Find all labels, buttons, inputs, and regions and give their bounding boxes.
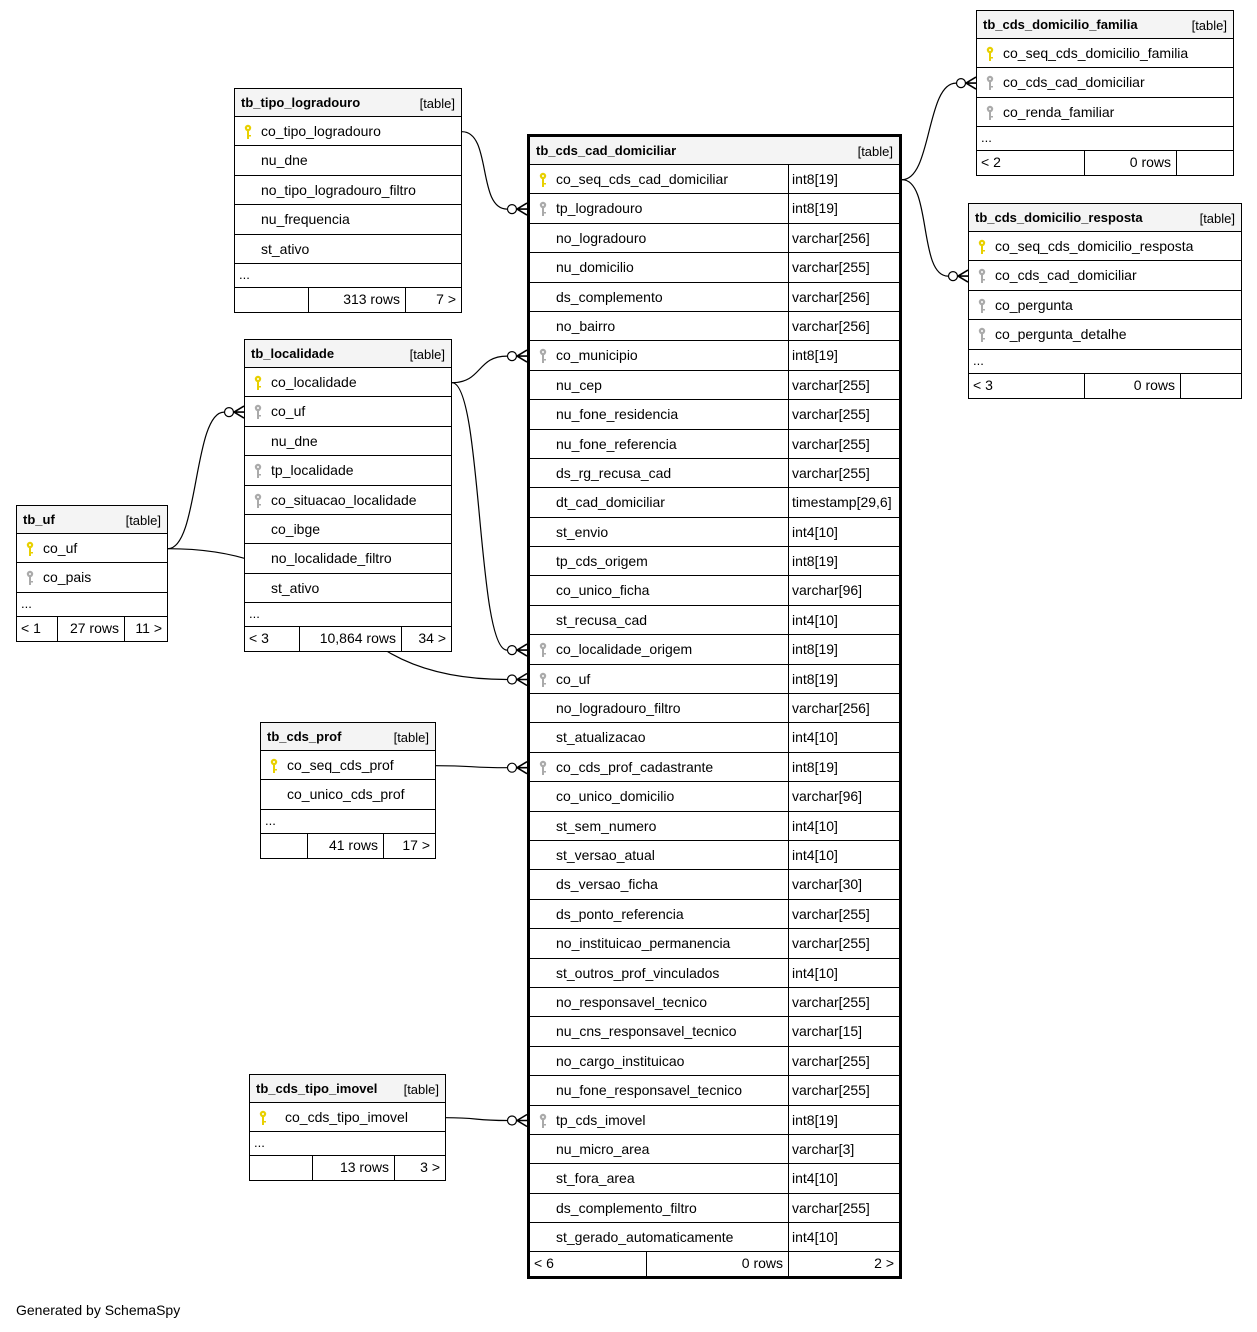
relationship-line	[452, 356, 507, 383]
column-name: tp_logradouro	[556, 200, 643, 217]
row-count-cell	[307, 834, 383, 858]
column-row	[530, 224, 899, 253]
column-name: co_renda_familiar	[1003, 103, 1115, 120]
relationship-line	[446, 1118, 507, 1121]
primary-key-icon	[985, 46, 995, 62]
row-count: 0 rows	[1129, 154, 1171, 171]
children-count-cell[interactable]	[401, 627, 451, 651]
column-name: co_tipo_logradouro	[261, 123, 381, 139]
column-name: no_instituicao_permanencia	[556, 935, 731, 952]
column-type: int4[10]	[792, 964, 838, 981]
column-row	[17, 534, 167, 563]
table-footer	[977, 151, 1233, 175]
column-name: nu_fone_responsavel_tecnico	[556, 1082, 743, 1099]
column-type: varchar[255]	[792, 1052, 870, 1069]
column-type: varchar[255]	[792, 435, 870, 452]
column-row	[969, 320, 1241, 349]
table-tb-cds-tipo-imovel	[249, 1074, 446, 1181]
column-name: ds_complemento_filtro	[556, 1199, 697, 1216]
ellipsis: ...	[254, 1135, 265, 1151]
table-tb-cds-cad-domiciliar	[527, 134, 902, 1279]
column-row	[530, 723, 899, 752]
column-name: ds_rg_recusa_cad	[556, 464, 672, 481]
children-count: 34 >	[418, 630, 446, 647]
column-row	[977, 68, 1233, 97]
column-type: varchar[255]	[792, 259, 870, 276]
column-row	[530, 576, 899, 605]
table-type-label: [table]	[1199, 211, 1235, 226]
column-row	[977, 98, 1233, 127]
foreign-key-icon	[985, 105, 995, 121]
relationship-line	[168, 412, 224, 549]
column-name: co_unico_domicilio	[556, 788, 675, 805]
foreign-key-icon	[538, 672, 548, 688]
more-columns-row	[17, 593, 167, 617]
column-row	[530, 1047, 899, 1076]
column-row	[530, 165, 899, 194]
crows-foot-marker	[508, 203, 528, 215]
column-name: nu_micro_area	[556, 1140, 650, 1157]
table-header	[977, 11, 1233, 39]
column-row	[235, 235, 461, 264]
table-footer	[530, 1252, 899, 1276]
foreign-key-icon	[977, 268, 987, 284]
column-name: co_localidade_origem	[556, 641, 693, 658]
column-name: co_localidade	[271, 374, 357, 390]
row-count: 0 rows	[1133, 376, 1175, 393]
table-header	[17, 506, 167, 534]
table-header	[235, 89, 461, 117]
table-type-label: [table]	[393, 730, 429, 745]
column-name: no_logradouro_filtro	[556, 700, 681, 717]
column-row	[530, 782, 899, 811]
column-type: int8[19]	[792, 553, 838, 570]
children-count-cell[interactable]	[124, 617, 167, 641]
foreign-key-icon	[985, 75, 995, 91]
column-name: co_cds_cad_domiciliar	[1003, 74, 1145, 91]
column-name: nu_dne	[271, 432, 318, 449]
parents-count-cell[interactable]	[530, 1252, 646, 1276]
more-columns-row	[261, 810, 435, 834]
column-type: varchar[256]	[792, 229, 870, 246]
foreign-key-icon	[538, 201, 548, 217]
column-name: co_seq_cds_cad_domiciliar	[556, 171, 728, 187]
table-footer	[261, 834, 435, 858]
column-type: varchar[255]	[792, 993, 870, 1010]
column-name: co_seq_cds_domicilio_resposta	[995, 238, 1194, 254]
children-count-cell[interactable]	[788, 1252, 899, 1276]
column-name: co_unico_cds_prof	[287, 786, 405, 803]
table-type-label: [table]	[409, 347, 445, 362]
relationship-line	[902, 83, 956, 180]
column-type: varchar[255]	[792, 935, 870, 952]
column-row	[530, 430, 899, 459]
children-count-cell[interactable]	[405, 288, 461, 312]
table-header	[530, 137, 899, 165]
parents-count: < 6	[534, 1255, 554, 1272]
relationship-line	[902, 180, 948, 276]
children-count-cell[interactable]	[1176, 151, 1233, 175]
table-name: tb_tipo_logradouro	[241, 95, 361, 110]
table-name: tb_cds_cad_domiciliar	[536, 143, 677, 158]
column-name: co_situacao_localidade	[271, 491, 417, 508]
parents-count-cell[interactable]	[17, 617, 57, 641]
column-name: no_tipo_logradouro_filtro	[261, 181, 416, 198]
row-count: 0 rows	[741, 1255, 783, 1272]
more-columns-row	[245, 603, 451, 627]
relationship-line	[452, 383, 507, 650]
column-name: co_ibge	[271, 520, 321, 537]
parents-count: < 3	[973, 376, 993, 393]
table-name: tb_cds_tipo_imovel	[256, 1081, 378, 1096]
column-type: int4[10]	[792, 523, 838, 540]
children-count-cell[interactable]	[383, 834, 435, 858]
column-type: int8[19]	[792, 171, 838, 187]
column-type: varchar[30]	[792, 876, 863, 893]
column-row	[530, 1135, 899, 1164]
column-name: co_seq_cds_prof	[287, 757, 394, 773]
column-name: ds_versao_ficha	[556, 876, 658, 893]
crows-foot-marker	[957, 77, 977, 89]
column-row	[245, 515, 451, 544]
primary-key-icon	[258, 1110, 268, 1126]
children-count: 11 >	[135, 619, 162, 636]
foreign-key-icon	[538, 348, 548, 364]
primary-key-icon	[253, 375, 263, 391]
column-name: no_logradouro	[556, 229, 647, 246]
column-name: ds_complemento	[556, 288, 663, 305]
column-row	[245, 397, 451, 426]
ellipsis: ...	[249, 606, 260, 622]
table-name: tb_localidade	[251, 346, 335, 361]
column-type: varchar[255]	[792, 464, 870, 481]
table-footer	[250, 1156, 445, 1180]
column-row	[530, 341, 899, 370]
column-row	[969, 291, 1241, 320]
foreign-key-icon	[538, 1113, 548, 1129]
parents-count: < 3	[249, 630, 269, 647]
column-row	[530, 488, 899, 517]
table-footer	[245, 627, 451, 651]
column-name: nu_fone_referencia	[556, 435, 677, 452]
table-tb-tipo-logradouro	[234, 88, 462, 313]
table-header	[250, 1075, 445, 1103]
column-row	[530, 371, 899, 400]
column-row	[235, 176, 461, 205]
parents-count: < 2	[981, 154, 1001, 171]
row-count: 10,864 rows	[319, 630, 396, 647]
column-row	[235, 205, 461, 234]
column-row	[530, 253, 899, 282]
table-header	[969, 204, 1241, 232]
column-name: no_bairro	[556, 317, 616, 334]
primary-key-icon	[25, 541, 35, 557]
column-row	[245, 368, 451, 397]
crows-foot-marker	[508, 350, 528, 362]
column-row	[530, 547, 899, 576]
parents-count-cell[interactable]	[969, 374, 1084, 398]
column-type: int8[19]	[792, 670, 838, 687]
row-count-cell	[1084, 151, 1176, 175]
row-count: 13 rows	[339, 1159, 389, 1176]
column-row	[235, 146, 461, 175]
column-name: co_cds_prof_cadastrante	[556, 758, 714, 775]
column-row	[530, 665, 899, 694]
table-name: tb_cds_domicilio_familia	[983, 17, 1138, 32]
table-header	[261, 723, 435, 751]
parents-count-cell[interactable]	[250, 1156, 312, 1180]
relationship-line	[436, 766, 507, 768]
row-count: 313 rows	[343, 290, 400, 307]
column-row	[245, 574, 451, 603]
table-type-label: [table]	[125, 513, 161, 528]
table-tb-cds-domicilio-familia	[976, 10, 1234, 176]
children-count-cell[interactable]	[1180, 374, 1241, 398]
column-type: int4[10]	[792, 1170, 838, 1187]
column-name: tp_cds_origem	[556, 553, 648, 570]
parents-count-cell[interactable]	[235, 288, 308, 312]
column-type: int4[10]	[792, 846, 838, 863]
column-row	[530, 753, 899, 782]
column-type: int4[10]	[792, 1229, 838, 1246]
table-type-label: [table]	[403, 1082, 439, 1097]
more-columns-row	[235, 264, 461, 288]
column-name: nu_cns_responsavel_tecnico	[556, 1023, 737, 1040]
crows-foot-marker	[225, 406, 245, 418]
table-type-label: [table]	[857, 144, 893, 159]
children-count: 3 >	[420, 1159, 440, 1176]
crows-foot-marker	[508, 674, 528, 686]
foreign-key-icon	[253, 493, 263, 509]
column-type: int4[10]	[792, 817, 838, 834]
column-name: no_cargo_instituicao	[556, 1052, 685, 1069]
primary-key-icon	[538, 172, 548, 188]
column-name: co_uf	[556, 670, 591, 687]
column-row	[530, 459, 899, 488]
column-row	[530, 194, 899, 223]
foreign-key-icon	[538, 642, 548, 658]
column-row	[245, 456, 451, 485]
column-type: varchar[255]	[792, 1082, 870, 1099]
column-row	[245, 486, 451, 515]
column-name: no_localidade_filtro	[271, 550, 392, 567]
row-count-cell	[57, 617, 124, 641]
column-name: co_uf	[43, 540, 78, 556]
column-row	[530, 283, 899, 312]
column-name: nu_dne	[261, 152, 308, 169]
column-row	[530, 312, 899, 341]
column-name: ds_ponto_referencia	[556, 905, 684, 922]
primary-key-icon	[269, 758, 279, 774]
column-row	[261, 751, 435, 780]
ellipsis: ...	[973, 352, 984, 368]
column-type: varchar[255]	[792, 406, 870, 423]
crows-foot-marker	[508, 644, 528, 656]
column-type: varchar[256]	[792, 288, 870, 305]
column-name: co_seq_cds_domicilio_familia	[1003, 45, 1189, 61]
column-row	[245, 427, 451, 456]
row-count-cell	[646, 1252, 788, 1276]
column-name: st_fora_area	[556, 1170, 635, 1187]
children-count: 17 >	[402, 836, 430, 853]
column-name: nu_frequencia	[261, 211, 350, 228]
column-row	[977, 39, 1233, 68]
column-row	[530, 400, 899, 429]
column-row	[530, 870, 899, 899]
more-columns-row	[250, 1132, 445, 1156]
table-header	[245, 340, 451, 368]
column-name: co_cds_cad_domiciliar	[995, 267, 1137, 284]
foreign-key-icon	[538, 760, 548, 776]
column-row	[530, 1164, 899, 1193]
crows-foot-marker	[949, 270, 969, 282]
table-footer	[969, 374, 1241, 398]
crows-foot-marker	[508, 1115, 528, 1127]
column-name: st_recusa_cad	[556, 611, 648, 628]
column-name: nu_fone_residencia	[556, 406, 679, 423]
column-type: varchar[255]	[792, 1199, 870, 1216]
column-name: co_cds_tipo_imovel	[285, 1109, 408, 1125]
column-row	[250, 1103, 445, 1132]
column-type: varchar[96]	[792, 788, 863, 805]
foreign-key-icon	[253, 404, 263, 420]
column-type: int8[19]	[792, 758, 838, 775]
ellipsis: ...	[981, 130, 992, 146]
column-row	[530, 606, 899, 635]
generated-by-note: Generated by SchemaSpy	[16, 1302, 181, 1318]
column-row	[530, 841, 899, 870]
column-type: int4[10]	[792, 729, 838, 746]
column-type: varchar[255]	[792, 905, 870, 922]
column-name: nu_cep	[556, 376, 602, 393]
column-type: varchar[256]	[792, 700, 870, 717]
table-footer	[235, 288, 461, 312]
row-count-cell	[1084, 374, 1180, 398]
column-type: timestamp[29,6]	[792, 494, 892, 511]
table-tb-uf	[16, 505, 168, 642]
foreign-key-icon	[253, 463, 263, 479]
foreign-key-icon	[977, 298, 987, 314]
column-type: varchar[96]	[792, 582, 863, 599]
column-name: st_ativo	[261, 240, 310, 257]
table-name: tb_uf	[23, 512, 55, 527]
table-name: tb_cds_domicilio_resposta	[975, 210, 1143, 225]
column-row	[530, 959, 899, 988]
parents-count-cell[interactable]	[245, 627, 299, 651]
column-name: tp_localidade	[271, 462, 354, 479]
column-type: int4[10]	[792, 611, 838, 628]
column-name: st_versao_atual	[556, 846, 655, 863]
column-name: co_uf	[271, 403, 306, 420]
column-type: varchar[255]	[792, 376, 870, 393]
column-type: varchar[15]	[792, 1023, 863, 1040]
column-row	[530, 812, 899, 841]
column-name: co_pais	[43, 569, 92, 586]
children-count: 2 >	[874, 1255, 894, 1272]
table-tb-cds-prof	[260, 722, 436, 859]
row-count-cell	[308, 288, 405, 312]
parents-count-cell[interactable]	[261, 834, 307, 858]
ellipsis: ...	[265, 812, 276, 828]
column-name: dt_cad_domiciliar	[556, 494, 665, 511]
column-row	[530, 635, 899, 664]
column-row	[530, 1194, 899, 1223]
ellipsis: ...	[21, 595, 32, 611]
column-type: int8[19]	[792, 347, 838, 364]
column-name: st_outros_prof_vinculados	[556, 964, 720, 981]
column-row	[530, 1106, 899, 1135]
column-row	[530, 694, 899, 723]
column-name: tp_cds_imovel	[556, 1111, 646, 1128]
row-count: 27 rows	[69, 619, 119, 636]
foreign-key-icon	[977, 327, 987, 343]
row-count: 41 rows	[328, 836, 378, 853]
column-row	[969, 261, 1241, 290]
column-name: nu_domicilio	[556, 259, 634, 276]
column-row	[530, 1076, 899, 1105]
crows-foot-marker	[508, 762, 528, 774]
children-count-cell[interactable]	[394, 1156, 445, 1180]
column-name: st_gerado_automaticamente	[556, 1229, 734, 1246]
more-columns-row	[977, 127, 1233, 151]
column-type: int8[19]	[792, 200, 838, 217]
parents-count: < 1	[21, 619, 41, 636]
column-name: no_responsavel_tecnico	[556, 993, 707, 1010]
parents-count-cell[interactable]	[977, 151, 1084, 175]
column-row	[969, 232, 1241, 261]
table-type-label: [table]	[419, 96, 455, 111]
ellipsis: ...	[239, 266, 250, 282]
table-tb-cds-domicilio-resposta	[968, 203, 1242, 399]
table-name: tb_cds_prof	[267, 729, 342, 744]
column-name: st_atualizacao	[556, 729, 646, 746]
row-count-cell	[312, 1156, 394, 1180]
row-count-cell	[299, 627, 401, 651]
column-row	[530, 929, 899, 958]
column-name: st_sem_numero	[556, 817, 657, 834]
column-row	[530, 900, 899, 929]
relationship-line	[462, 132, 507, 209]
column-name: st_envio	[556, 523, 609, 540]
column-row	[530, 988, 899, 1017]
column-name: co_unico_ficha	[556, 582, 650, 599]
primary-key-icon	[977, 239, 987, 255]
column-row	[530, 1017, 899, 1046]
table-type-label: [table]	[1191, 18, 1227, 33]
column-type: varchar[256]	[792, 317, 870, 334]
foreign-key-icon	[25, 570, 35, 586]
primary-key-icon	[243, 124, 253, 140]
column-type: int8[19]	[792, 641, 838, 658]
column-row	[530, 518, 899, 547]
children-count: 7 >	[436, 290, 456, 307]
column-type: int8[19]	[792, 1111, 838, 1128]
column-row	[530, 1223, 899, 1252]
table-tb-localidade	[244, 339, 452, 652]
column-name: co_pergunta_detalhe	[995, 326, 1127, 343]
column-row	[235, 117, 461, 146]
column-type: varchar[3]	[792, 1140, 855, 1157]
table-footer	[17, 617, 167, 641]
more-columns-row	[969, 350, 1241, 374]
column-row	[245, 544, 451, 573]
column-row	[261, 780, 435, 809]
column-row	[17, 563, 167, 592]
column-name: co_municipio	[556, 347, 638, 364]
column-name: co_pergunta	[995, 296, 1073, 313]
column-name: st_ativo	[271, 579, 320, 596]
